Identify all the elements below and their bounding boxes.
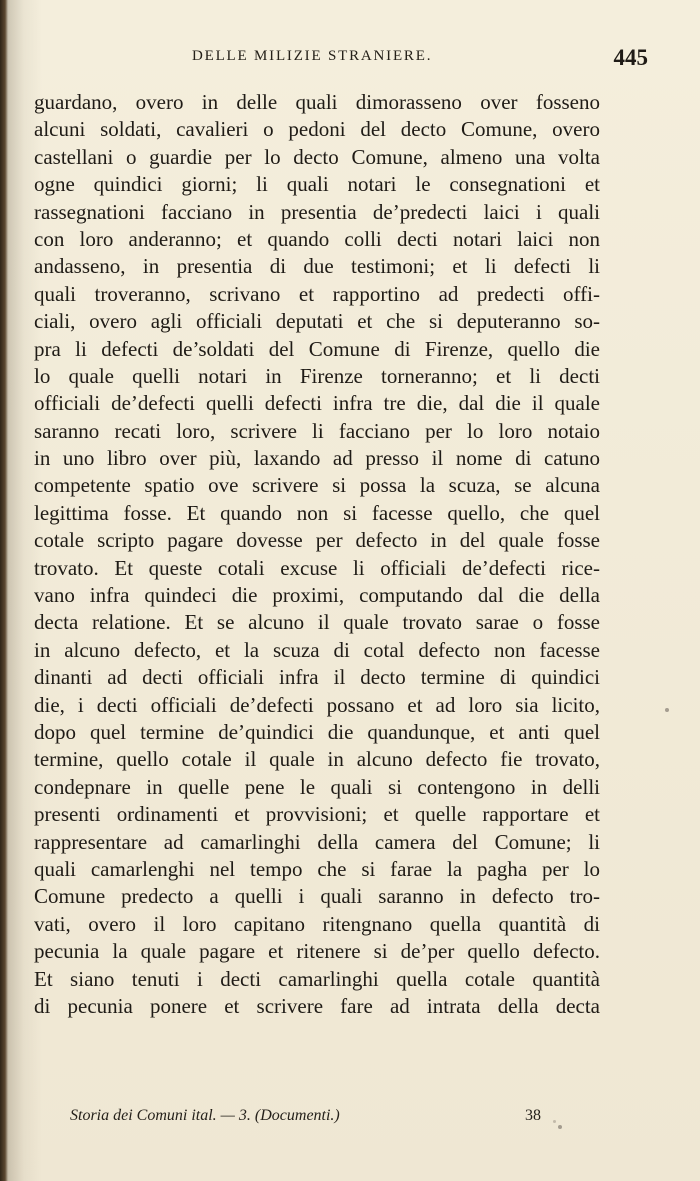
text-line: quali camarlenghi nel tempo che si farae la pagha per lo xyxy=(34,856,600,881)
page-binding-shadow xyxy=(0,0,8,1181)
text-line: competente spatio ove scrivere si possa la scuza, se alcuna xyxy=(34,473,600,498)
text-line: vano infra quindeci die proximi, computando dal die della xyxy=(34,583,600,608)
document-text xyxy=(34,89,600,1020)
paper-speck xyxy=(665,708,669,712)
text-line: die, i decti officiali de’defecti possano et ad loro sia licito, xyxy=(34,692,600,717)
text-line: con loro anderanno; et quando colli decti notari laici non xyxy=(34,226,600,251)
text-line: ogne quindici giorni; li quali notari le consegnationi et xyxy=(34,172,600,197)
page-header xyxy=(34,45,648,76)
text-line: vati, overo il loro capitano ritengnano quella quantità di xyxy=(34,911,600,936)
running-head: DELLE MILIZIE STRANIERE. xyxy=(192,48,433,64)
text-line: andasseno, in presentia di due testimoni; et li defecti li xyxy=(34,254,600,279)
text-line: dopo quel termine de’quindici die quandunque, et anti quel xyxy=(34,719,600,744)
text-line: officiali de’defecti quelli defecti infra tre die, dal die il quale xyxy=(34,391,600,416)
text-line: dinanti ad decti officiali infra il decto termine di quindici xyxy=(34,665,600,690)
text-line: lo quale quelli notari in Firenze torneranno; et li decti xyxy=(34,363,600,388)
text-line: presenti ordinamenti et provvisioni; et quelle rapportare et xyxy=(34,802,600,827)
text-line: trovato. Et queste cotali excuse li officiali de’defecti rice- xyxy=(34,555,600,580)
paper-speck xyxy=(553,1120,556,1123)
text-line: ciali, overo agli officiali deputati et che si deputeranno so- xyxy=(34,309,600,334)
signature-number: 38 xyxy=(525,1107,541,1124)
text-line: guardano, overo in delle quali dimorasseno over fosseno xyxy=(34,90,600,114)
text-line: rassegnationi facciano in presentia de’predecti laici i quali xyxy=(34,199,600,224)
text-line: in uno libro over più, laxando ad presso il nome di catuno xyxy=(34,446,600,471)
text-line: alcuni soldati, cavalieri o pedoni del decto Comune, overo xyxy=(34,117,600,142)
page-number: 445 xyxy=(613,45,648,70)
footer-citation: Storia dei Comuni ital. — 3. (Documenti.) xyxy=(70,1107,340,1124)
text-line: pra li defecti de’soldati del Comune di Firenze, quello die xyxy=(34,336,600,361)
text-line: termine, quello cotale il quale in alcuno defecto fie trovato, xyxy=(34,747,600,772)
text-line: rappresentare ad camarlinghi della camera del Comune; li xyxy=(34,829,600,854)
text-line: condepnare in quelle pene le quali si contengono in delli xyxy=(34,774,600,799)
text-line: Comune predecto a quelli i quali saranno in defecto tro- xyxy=(34,884,600,909)
text-line: di pecunia ponere et scrivere fare ad intrata della decta xyxy=(34,993,600,1018)
text-line: decta relatione. Et se alcuno il quale trovato sarae o fosse xyxy=(34,610,600,635)
text-line: legittima fosse. Et quando non si facesse quello, che quel xyxy=(34,500,600,525)
page-footer xyxy=(70,1107,570,1131)
text-line: in alcuno defecto, et la scuza di cotal defecto non facesse xyxy=(34,637,600,662)
text-line: castellani o guardie per lo decto Comune, almeno una volta xyxy=(34,144,600,169)
text-line: pecunia la quale pagare et ritenere si de’per quello defecto. xyxy=(34,939,600,964)
text-line: saranno recati loro, scrivere li facciano per lo loro notaio xyxy=(34,418,600,443)
text-line: Et siano tenuti i decti camarlinghi quella cotale quantità xyxy=(34,966,600,991)
paper-speck xyxy=(558,1125,562,1129)
text-line: quali troveranno, scrivano et rapportino ad predecti offi- xyxy=(34,281,600,306)
text-line: cotale scripto pagare dovesse per defecto in del quale fosse xyxy=(34,528,600,553)
